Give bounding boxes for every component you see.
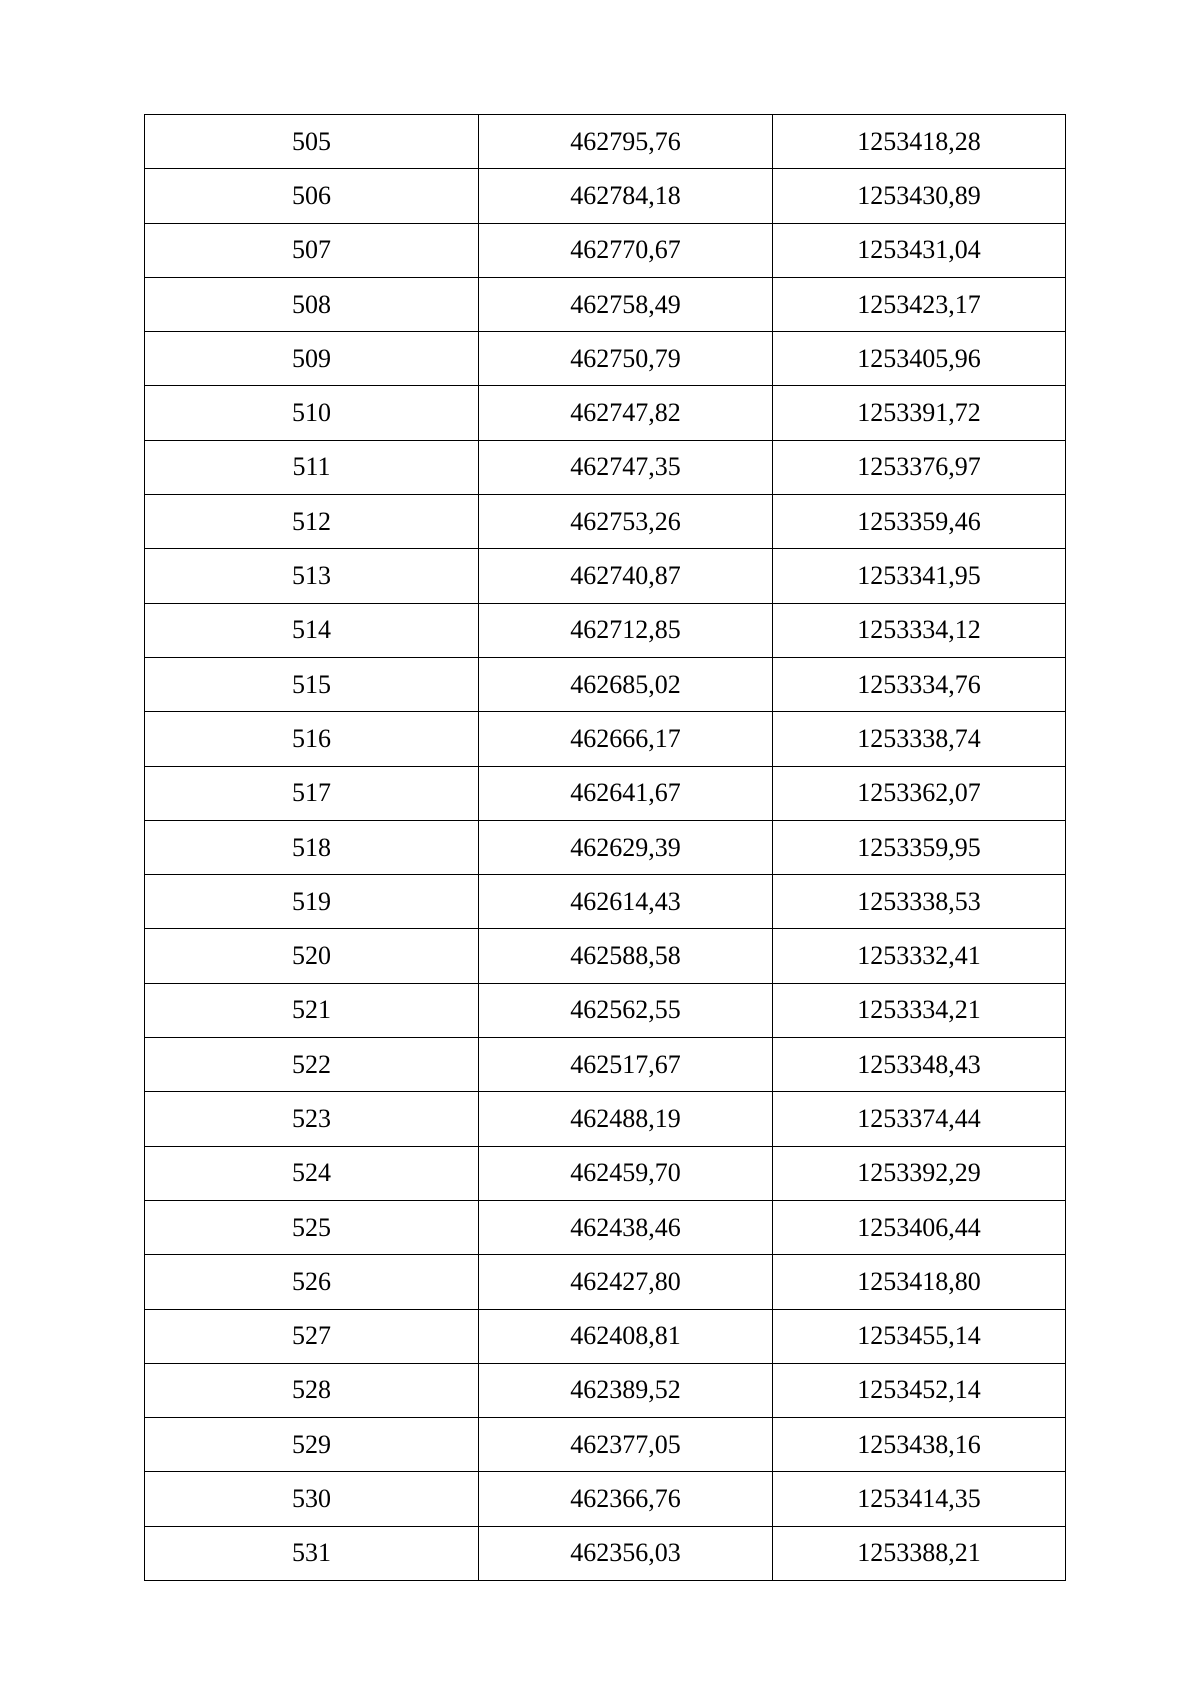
table-row bbox=[145, 440, 1066, 494]
table-row bbox=[145, 983, 1066, 1037]
x-coordinate-cell: 462517,67 bbox=[479, 1038, 773, 1092]
point-number-cell: 515 bbox=[145, 657, 479, 711]
x-coordinate-cell: 462712,85 bbox=[479, 603, 773, 657]
point-number-cell: 506 bbox=[145, 169, 479, 223]
point-number-cell: 507 bbox=[145, 223, 479, 277]
point-number-cell: 509 bbox=[145, 332, 479, 386]
point-number-cell: 521 bbox=[145, 983, 479, 1037]
x-coordinate-cell: 462750,79 bbox=[479, 332, 773, 386]
table-row bbox=[145, 929, 1066, 983]
table-row bbox=[145, 875, 1066, 929]
y-coordinate-cell: 1253338,74 bbox=[773, 712, 1066, 766]
x-coordinate-cell: 462740,87 bbox=[479, 549, 773, 603]
table-row bbox=[145, 1255, 1066, 1309]
y-coordinate-cell: 1253452,14 bbox=[773, 1363, 1066, 1417]
y-coordinate-cell: 1253338,53 bbox=[773, 875, 1066, 929]
point-number-cell: 513 bbox=[145, 549, 479, 603]
y-coordinate-cell: 1253359,95 bbox=[773, 820, 1066, 874]
y-coordinate-cell: 1253334,21 bbox=[773, 983, 1066, 1037]
table-row bbox=[145, 169, 1066, 223]
table-row bbox=[145, 766, 1066, 820]
y-coordinate-cell: 1253438,16 bbox=[773, 1418, 1066, 1472]
point-number-cell: 525 bbox=[145, 1200, 479, 1254]
y-coordinate-cell: 1253362,07 bbox=[773, 766, 1066, 820]
x-coordinate-cell: 462356,03 bbox=[479, 1526, 773, 1580]
x-coordinate-cell: 462641,67 bbox=[479, 766, 773, 820]
x-coordinate-cell: 462747,82 bbox=[479, 386, 773, 440]
y-coordinate-cell: 1253418,80 bbox=[773, 1255, 1066, 1309]
table-row bbox=[145, 1200, 1066, 1254]
table-row bbox=[145, 115, 1066, 169]
point-number-cell: 527 bbox=[145, 1309, 479, 1363]
y-coordinate-cell: 1253391,72 bbox=[773, 386, 1066, 440]
y-coordinate-cell: 1253341,95 bbox=[773, 549, 1066, 603]
table-row bbox=[145, 603, 1066, 657]
table-row bbox=[145, 1038, 1066, 1092]
x-coordinate-cell: 462614,43 bbox=[479, 875, 773, 929]
point-number-cell: 531 bbox=[145, 1526, 479, 1580]
point-number-cell: 512 bbox=[145, 495, 479, 549]
x-coordinate-cell: 462666,17 bbox=[479, 712, 773, 766]
table-row bbox=[145, 332, 1066, 386]
y-coordinate-cell: 1253348,43 bbox=[773, 1038, 1066, 1092]
y-coordinate-cell: 1253334,76 bbox=[773, 657, 1066, 711]
y-coordinate-cell: 1253406,44 bbox=[773, 1200, 1066, 1254]
point-number-cell: 519 bbox=[145, 875, 479, 929]
table-row bbox=[145, 549, 1066, 603]
x-coordinate-cell: 462408,81 bbox=[479, 1309, 773, 1363]
point-number-cell: 508 bbox=[145, 277, 479, 331]
x-coordinate-cell: 462770,67 bbox=[479, 223, 773, 277]
table-row bbox=[145, 1363, 1066, 1417]
x-coordinate-cell: 462753,26 bbox=[479, 495, 773, 549]
x-coordinate-cell: 462427,80 bbox=[479, 1255, 773, 1309]
table-row bbox=[145, 1146, 1066, 1200]
table-row bbox=[145, 1092, 1066, 1146]
point-number-cell: 522 bbox=[145, 1038, 479, 1092]
point-number-cell: 516 bbox=[145, 712, 479, 766]
point-number-cell: 514 bbox=[145, 603, 479, 657]
x-coordinate-cell: 462389,52 bbox=[479, 1363, 773, 1417]
y-coordinate-cell: 1253376,97 bbox=[773, 440, 1066, 494]
x-coordinate-cell: 462588,58 bbox=[479, 929, 773, 983]
x-coordinate-cell: 462629,39 bbox=[479, 820, 773, 874]
x-coordinate-cell: 462784,18 bbox=[479, 169, 773, 223]
coordinates-table-body bbox=[145, 115, 1066, 1581]
point-number-cell: 529 bbox=[145, 1418, 479, 1472]
point-number-cell: 518 bbox=[145, 820, 479, 874]
table-row bbox=[145, 223, 1066, 277]
point-number-cell: 520 bbox=[145, 929, 479, 983]
x-coordinate-cell: 462488,19 bbox=[479, 1092, 773, 1146]
y-coordinate-cell: 1253414,35 bbox=[773, 1472, 1066, 1526]
x-coordinate-cell: 462377,05 bbox=[479, 1418, 773, 1472]
y-coordinate-cell: 1253359,46 bbox=[773, 495, 1066, 549]
point-number-cell: 505 bbox=[145, 115, 479, 169]
y-coordinate-cell: 1253392,29 bbox=[773, 1146, 1066, 1200]
x-coordinate-cell: 462758,49 bbox=[479, 277, 773, 331]
point-number-cell: 526 bbox=[145, 1255, 479, 1309]
x-coordinate-cell: 462685,02 bbox=[479, 657, 773, 711]
table-row bbox=[145, 1418, 1066, 1472]
table-row bbox=[145, 495, 1066, 549]
point-number-cell: 528 bbox=[145, 1363, 479, 1417]
x-coordinate-cell: 462562,55 bbox=[479, 983, 773, 1037]
x-coordinate-cell: 462747,35 bbox=[479, 440, 773, 494]
point-number-cell: 510 bbox=[145, 386, 479, 440]
y-coordinate-cell: 1253431,04 bbox=[773, 223, 1066, 277]
point-number-cell: 511 bbox=[145, 440, 479, 494]
y-coordinate-cell: 1253388,21 bbox=[773, 1526, 1066, 1580]
table-row bbox=[145, 820, 1066, 874]
point-number-cell: 517 bbox=[145, 766, 479, 820]
table-row bbox=[145, 277, 1066, 331]
table-row bbox=[145, 1472, 1066, 1526]
table-row bbox=[145, 386, 1066, 440]
x-coordinate-cell: 462438,46 bbox=[479, 1200, 773, 1254]
y-coordinate-cell: 1253455,14 bbox=[773, 1309, 1066, 1363]
y-coordinate-cell: 1253332,41 bbox=[773, 929, 1066, 983]
point-number-cell: 530 bbox=[145, 1472, 479, 1526]
point-number-cell: 524 bbox=[145, 1146, 479, 1200]
table-row bbox=[145, 1309, 1066, 1363]
y-coordinate-cell: 1253418,28 bbox=[773, 115, 1066, 169]
y-coordinate-cell: 1253374,44 bbox=[773, 1092, 1066, 1146]
y-coordinate-cell: 1253405,96 bbox=[773, 332, 1066, 386]
point-number-cell: 523 bbox=[145, 1092, 479, 1146]
y-coordinate-cell: 1253423,17 bbox=[773, 277, 1066, 331]
coordinates-table bbox=[144, 114, 1066, 1581]
x-coordinate-cell: 462366,76 bbox=[479, 1472, 773, 1526]
table-row bbox=[145, 657, 1066, 711]
table-row bbox=[145, 1526, 1066, 1580]
y-coordinate-cell: 1253334,12 bbox=[773, 603, 1066, 657]
table-row bbox=[145, 712, 1066, 766]
y-coordinate-cell: 1253430,89 bbox=[773, 169, 1066, 223]
x-coordinate-cell: 462459,70 bbox=[479, 1146, 773, 1200]
x-coordinate-cell: 462795,76 bbox=[479, 115, 773, 169]
